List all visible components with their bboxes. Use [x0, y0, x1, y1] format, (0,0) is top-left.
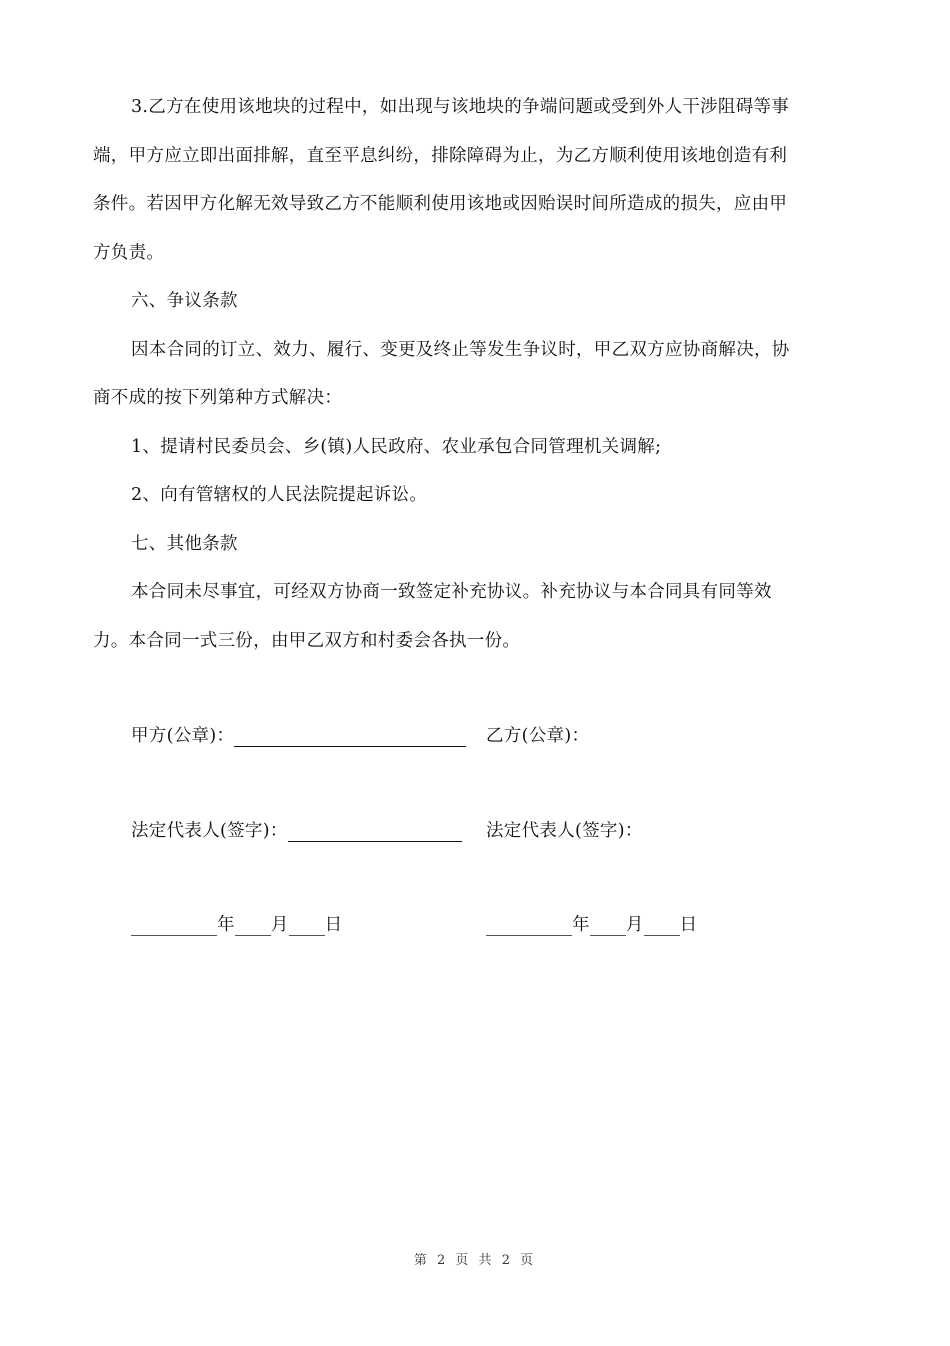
section6-intro-line-1: 因本合同的订立、效力、履行、变更及终止等发生争议时，甲乙双方应协商解决，协 [131, 340, 790, 360]
month-label: 月 [270, 915, 289, 935]
party-a-seal-blank [234, 728, 466, 747]
clause3-line-3: 条件。若因甲方化解无效导致乙方不能顺利使用该地或因贻误时间所造成的损失，应由甲 [93, 194, 788, 214]
day-blank [644, 917, 680, 936]
year-label: 年 [217, 915, 235, 935]
party-a-rep-row [131, 820, 462, 842]
party-a-seal-row [131, 725, 466, 747]
clause3-line-4: 方负责。 [93, 243, 165, 263]
section6-heading: 六、争议条款 [131, 291, 238, 311]
section6-intro-line-2: 商不成的按下列第种方式解决： [93, 388, 343, 408]
party-b-seal-label: 乙方(公章)： [486, 726, 590, 746]
year-blank [131, 917, 217, 936]
clause3-line-1: 3.乙方在使用该地块的过程中，如出现与该地块的争端问题或受到外人干涉阻碍等事 [131, 97, 790, 117]
year-label: 年 [572, 915, 590, 935]
party-a-rep-blank [288, 823, 462, 842]
year-blank [486, 917, 572, 936]
section6-item-1: 1、提请村民委员会、乡(镇)人民政府、农业承包合同管理机关调解; [131, 437, 662, 457]
party-b-rep-label: 法定代表人(签字)： [486, 821, 643, 841]
month-blank [590, 917, 626, 936]
day-label: 日 [679, 915, 698, 935]
party-a-seal-label: 甲方(公章)： [131, 726, 235, 746]
clause3-line-2: 端，甲方应立即出面排解，直至平息纠纷，排除障碍为止，为乙方顺利使用该地创造有利 [93, 146, 788, 166]
day-blank [289, 917, 325, 936]
party-b-date [486, 914, 697, 936]
day-label: 日 [324, 915, 343, 935]
month-label: 月 [625, 915, 644, 935]
section7-heading: 七、其他条款 [131, 534, 238, 554]
section7-line-2: 力。本合同一式三份，由甲乙双方和村委会各执一份。 [93, 631, 521, 651]
month-blank [235, 917, 271, 936]
section6-item-2: 2、向有管辖权的人民法院提起诉讼。 [131, 485, 428, 505]
section7-line-1: 本合同未尽事宜，可经双方协商一致签定补充协议。补充协议与本合同具有同等效 [131, 582, 772, 602]
party-a-rep-label: 法定代表人(签字)： [131, 821, 288, 841]
page-footer: 第 2 页 共 2 页 [413, 1253, 537, 1268]
party-a-date [131, 914, 342, 936]
